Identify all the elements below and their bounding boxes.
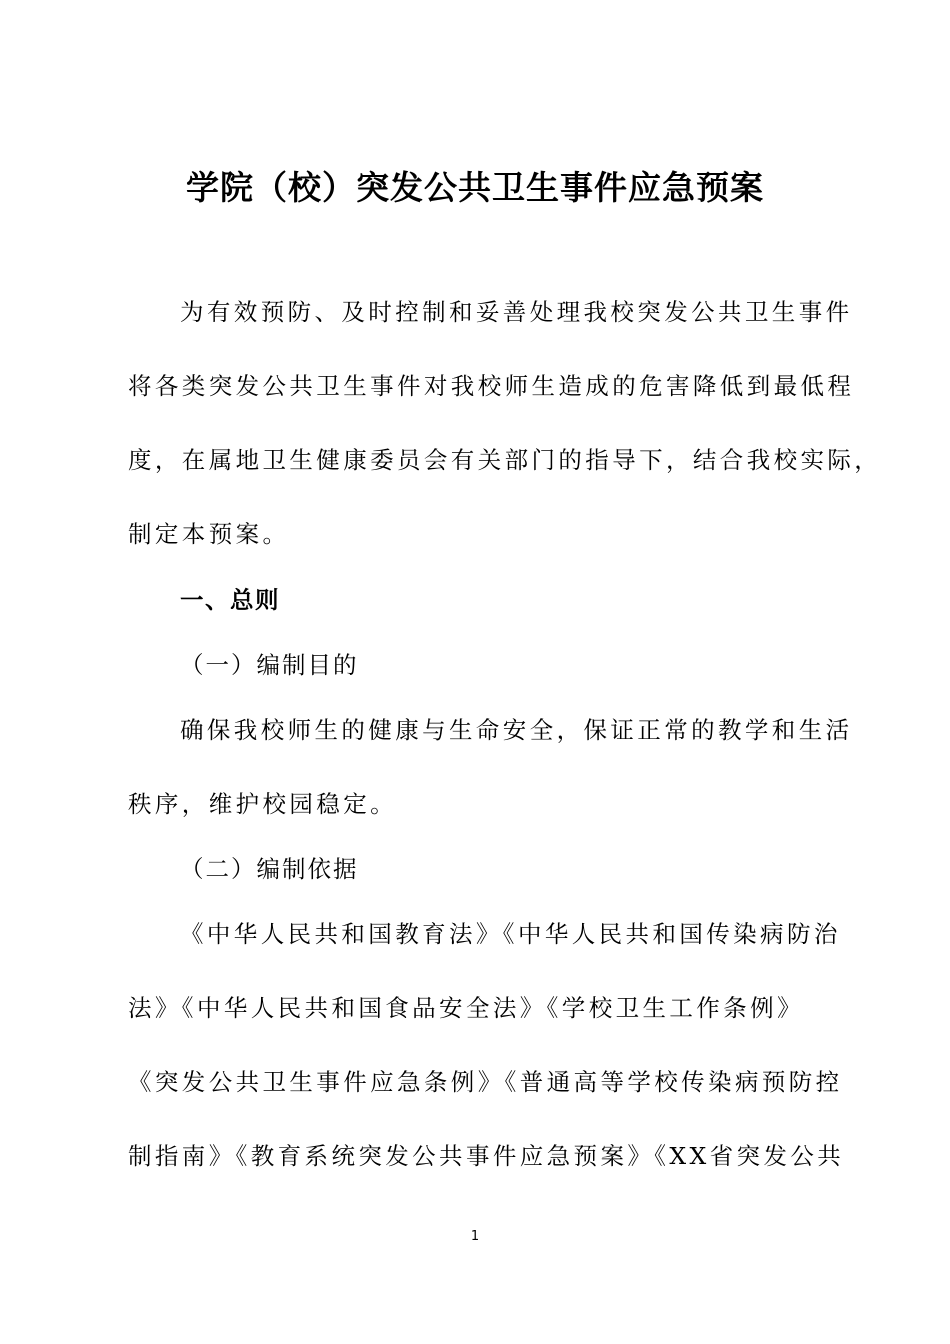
intro-line-3: 度，在属地卫生健康委员会有关部门的指导下，结合我校实际， xyxy=(128,446,882,474)
intro-line-4: 制定本预案。 xyxy=(128,520,290,548)
basis-line-1: 《中华人民共和国教育法》《中华人民共和国传染病防治 xyxy=(180,920,841,948)
basis-line-3: 《突发公共卫生事件应急条例》《普通高等学校传染病预防控 xyxy=(128,1068,843,1096)
subsection-heading-purpose: （一）编制目的 xyxy=(180,651,359,679)
basis-line-2: 法》《中华人民共和国食品安全法》《学校卫生工作条例》 xyxy=(128,994,804,1022)
document-title: 学院（校）突发公共卫生事件应急预案 xyxy=(186,168,764,207)
basis-line-4: 制指南》《教育系统突发公共事件应急预案》《XX省突发公共 xyxy=(128,1142,845,1170)
section-heading-general: 一、总则 xyxy=(180,586,280,614)
intro-line-1: 为有效预防、及时控制和妥善处理我校突发公共卫生事件 xyxy=(180,298,853,326)
purpose-line-2: 秩序，维护校园稳定。 xyxy=(128,790,397,818)
intro-line-2: 将各类突发公共卫生事件对我校师生造成的危害降低到最低程 xyxy=(128,372,855,400)
subsection-heading-basis: （二）编制依据 xyxy=(180,855,359,883)
page-number: 1 xyxy=(470,1229,480,1244)
purpose-line-1: 确保我校师生的健康与生命安全，保证正常的教学和生活 xyxy=(180,716,853,744)
